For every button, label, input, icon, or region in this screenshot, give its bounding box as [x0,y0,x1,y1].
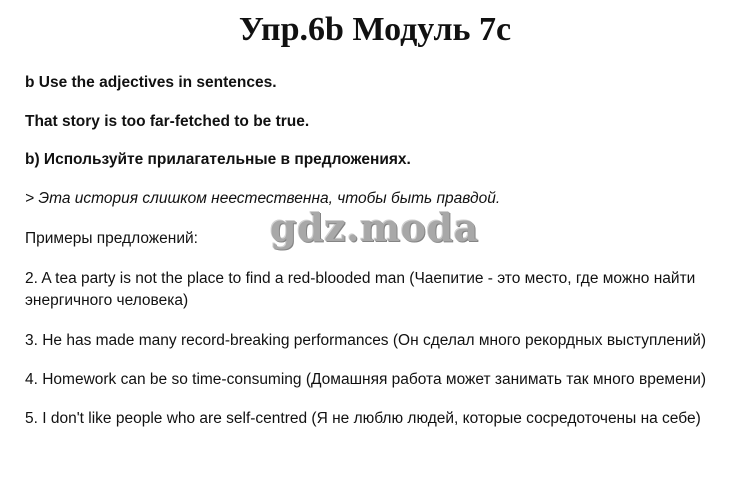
sentence-item: 2. A tea party is not the place to find a red-blooded man (Чаепитие - это место, где можно найти энергичного человека) [25,270,696,309]
sentence-item: 3. He has made many record-breaking performances (Он сделал много рекордных выступлений) [25,332,707,349]
watermark-logo: gdz.moda [270,205,479,250]
sentence-item: 5. I don't like people who are self-centred (Я не люблю людей, которые сосредоточены на себе) [25,410,701,427]
instruction-english: b Use the adjectives in sentences. [25,74,277,91]
example-russian: > Эта история слишком неестественна, чтобы быть правдой. [25,190,501,207]
sentence-item: 4. Homework can be so time-consuming (Домашняя работа может занимать так много времени) [25,371,707,388]
examples-heading: Примеры предложений: [25,230,198,247]
instruction-russian: b) Используйте прилагательные в предложениях. [25,151,411,168]
example-english: That story is too far-fetched to be true. [25,113,310,130]
page-title: Упр.6b Модуль 7c [238,11,512,48]
